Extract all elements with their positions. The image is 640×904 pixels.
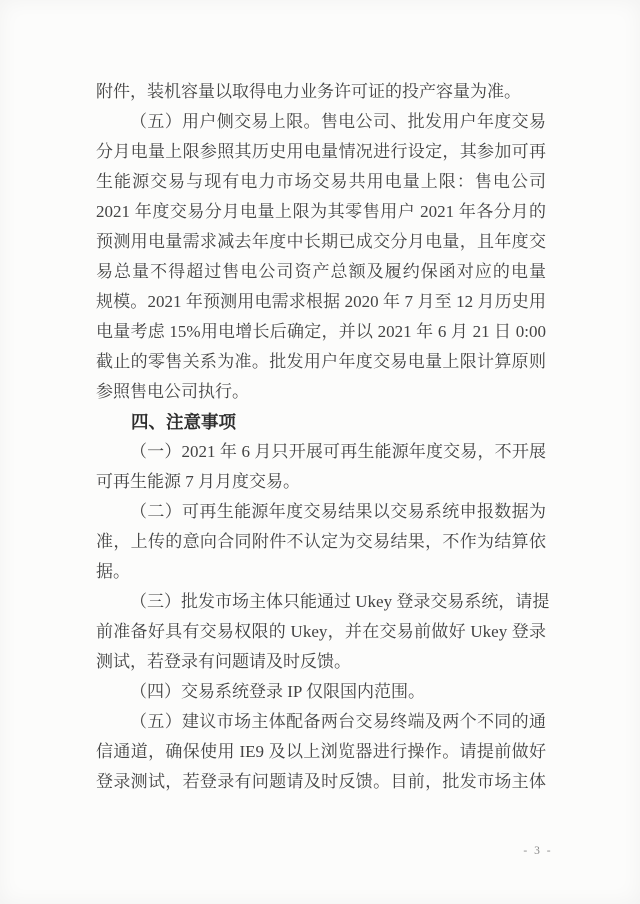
text-line: 可再生能源 7 月月度交易。 <box>96 472 300 491</box>
text-line: 预测用电量需求减去年度中长期已成交分月电量，且年度交 <box>96 232 546 251</box>
text-line: （三）批发市场主体只能通过 Ukey 登录交易系统，请提 <box>130 592 550 611</box>
page-number: - 3 - <box>523 845 553 857</box>
text-line: （一）2021 年 6 月只开展可再生能源年度交易，不开展 <box>130 442 546 461</box>
text-line: 截止的零售关系为准。批发用户年度交易电量上限计算原则 <box>96 352 546 371</box>
text-line: 分月电量上限参照其历史用电量情况进行设定，其参加可再 <box>96 142 546 161</box>
text-line: （四）交易系统登录 IP 仅限国内范围。 <box>130 682 425 701</box>
text-line: 前准备好具有交易权限的 Ukey，并在交易前做好 Ukey 登录 <box>96 622 546 641</box>
text-line: 据。 <box>96 562 130 581</box>
body-text <box>96 77 550 797</box>
text-line: 规模。2021 年预测用电需求根据 2020 年 7 月至 12 月历史用 <box>96 292 546 311</box>
text-line: 信通道，确保使用 IE9 及以上浏览器进行操作。请提前做好 <box>96 742 546 761</box>
text-line: 易总量不得超过售电公司资产总额及履约保函对应的电量 <box>96 262 546 281</box>
text-line: 测试，若登录有问题请及时反馈。 <box>96 652 351 671</box>
text-line: 登录测试，若登录有问题请及时反馈。目前，批发市场主体 <box>96 772 546 791</box>
text-line: 准，上传的意向合同附件不认定为交易结果，不作为结算依 <box>96 532 546 551</box>
text-line: （二）可再生能源年度交易结果以交易系统申报数据为 <box>130 502 546 521</box>
text-line: 2021 年度交易分月电量上限为其零售用户 2021 年各分月的 <box>96 202 546 221</box>
text-line: （五）建议市场主体配备两台交易终端及两个不同的通 <box>130 712 546 731</box>
section-heading: 四、注意事项 <box>131 412 236 432</box>
text-line: 附件，装机容量以取得电力业务许可证的投产容量为准。 <box>96 82 521 101</box>
text-line: （五）用户侧交易上限。售电公司、批发用户年度交易 <box>130 112 546 131</box>
text-line: 参照售电公司执行。 <box>96 382 249 401</box>
text-line: 电量考虑 15%用电增长后确定，并以 2021 年 6 月 21 日 0:00 <box>96 322 546 341</box>
text-line: 生能源交易与现有电力市场交易共用电量上限：售电公司 <box>96 172 546 191</box>
